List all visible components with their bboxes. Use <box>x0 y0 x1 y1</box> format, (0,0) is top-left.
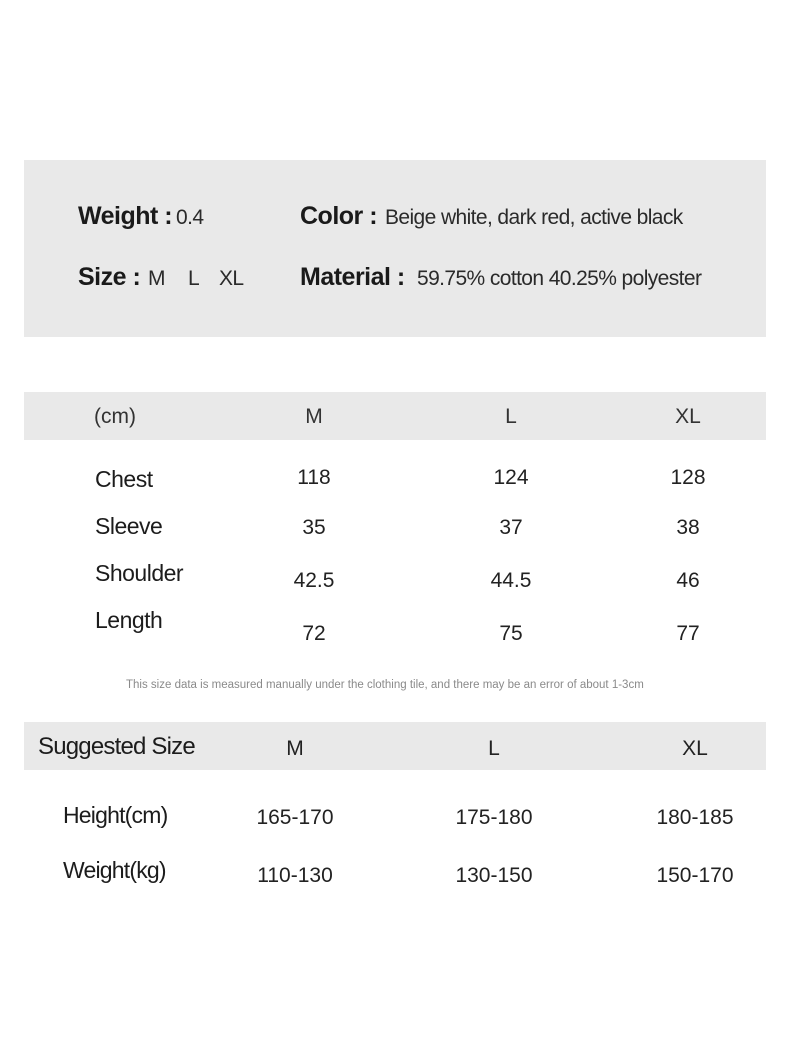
row-label-length: Length <box>95 607 163 633</box>
cell: 37 <box>499 516 523 539</box>
size-value-m: M <box>148 267 165 290</box>
sg-col-header-m: M <box>286 737 304 760</box>
cell: 165-170 <box>256 806 334 829</box>
color-value: Beige white, dark red, active black <box>385 206 683 229</box>
cell: 75 <box>499 622 523 645</box>
row-label-weight: Weight(kg) <box>63 857 166 883</box>
weight-label: Weight : <box>78 202 173 230</box>
col-header-xl: XL <box>675 405 701 428</box>
col-header-m: M <box>305 405 323 428</box>
size-value-l: L <box>188 267 200 290</box>
cell: 118 <box>297 466 331 489</box>
material-value: 59.75% cotton 40.25% polyester <box>417 267 702 290</box>
cell: 180-185 <box>656 806 734 829</box>
suggested-size-title: Suggested Size <box>38 733 195 760</box>
row-label-shoulder: Shoulder <box>95 560 184 586</box>
weight-value: 0.4 <box>176 206 204 229</box>
cell: 46 <box>676 569 700 592</box>
cell: 110-130 <box>257 864 333 887</box>
sg-col-header-xl: XL <box>682 737 708 760</box>
cell: 35 <box>302 516 326 539</box>
cell: 38 <box>676 516 700 539</box>
sg-col-header-l: L <box>488 737 500 760</box>
unit-header: (cm) <box>94 405 136 428</box>
row-label-sleeve: Sleeve <box>95 513 163 539</box>
cell: 130-150 <box>455 864 533 887</box>
color-label: Color : <box>300 202 378 230</box>
col-header-l: L <box>505 405 517 428</box>
cell: 77 <box>676 622 700 645</box>
row-label-height: Height(cm) <box>63 802 168 828</box>
cell: 44.5 <box>490 569 532 592</box>
cell: 42.5 <box>293 569 335 592</box>
cell: 128 <box>670 466 706 489</box>
cell: 175-180 <box>455 806 533 829</box>
material-label: Material : <box>300 263 405 291</box>
cell: 124 <box>493 466 529 489</box>
cell: 150-170 <box>656 864 734 887</box>
cell: 72 <box>302 622 326 645</box>
measurement-note: This size data is measured manually under the clothing tile, and there may be an error of about 1-3cm <box>126 679 644 691</box>
size-value-xl: XL <box>219 267 244 290</box>
row-label-chest: Chest <box>95 466 153 492</box>
size-label: Size : <box>78 263 141 291</box>
product-spec-panel <box>24 160 766 337</box>
